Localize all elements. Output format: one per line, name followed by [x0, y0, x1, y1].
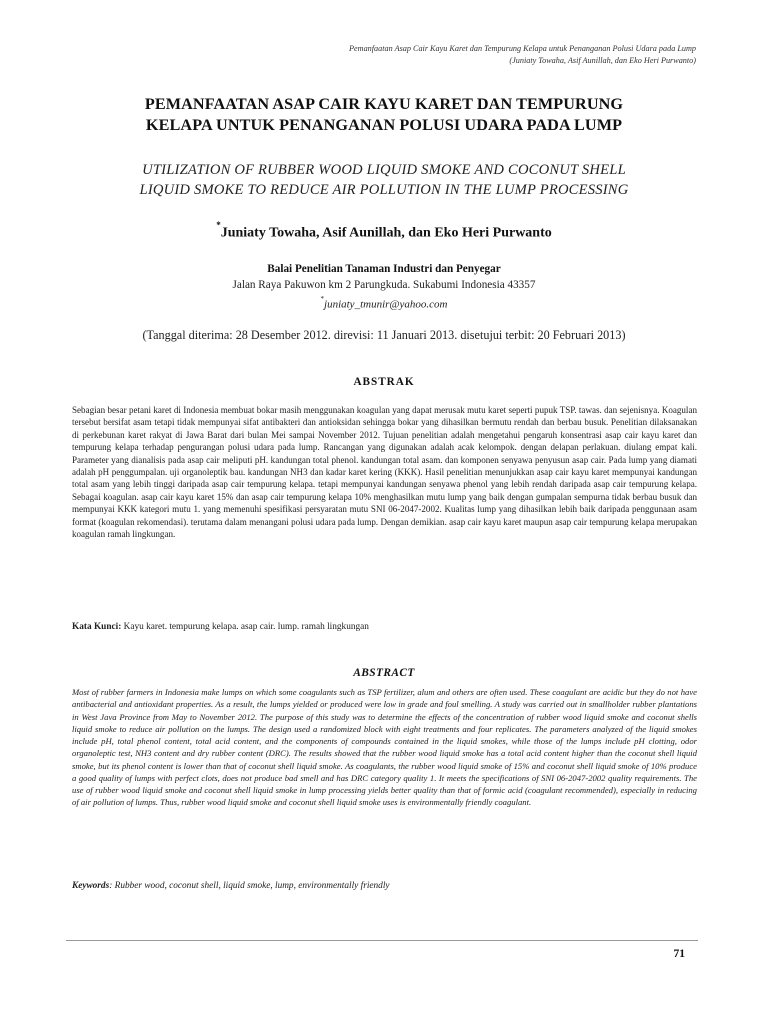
running-head-authors: (Juniaty Towaha, Asif Aunillah, dan Eko Heri Purwanto): [509, 55, 696, 65]
author-list: [70, 218, 698, 244]
author-names: Juniaty Towaha, Asif Aunillah, dan Eko Heri Purwanto: [220, 225, 552, 241]
article-title: [70, 94, 698, 136]
page-number: 71: [673, 948, 685, 960]
institution-address: Jalan Raya Pakuwon km 2 Parungkuda. Sukabumi Indonesia 43357: [232, 279, 536, 291]
running-head: [196, 43, 696, 66]
email-marker: *: [320, 295, 325, 303]
email-address[interactable]: juniaty_tmunir@yahoo.com: [324, 298, 448, 311]
keywords: [72, 880, 697, 893]
kata-kunci: [72, 621, 697, 634]
kata-kunci-text: Kayu karet. tempurung kelapa. asap cair. lump. ramah lingkungan: [123, 622, 369, 632]
abstract-text: Most of rubber farmers in Indonesia make lumps on which some coagulants such as TSP fertilizer, alum and others are often used. These coagulant are acidic but they do not have antibacterial and antioxidant properties. As a result, the lumps yielded or produced were low in grade and foul smelling. A study was carried out in smallholder rubber plantations in West Java Province from May to November 2012. The purpose of this study was to determine the effects of the concentration of rubber wood liquid smoke and coconut shells liquid smoke to reduce air pollution on the lumps. The design used a randomized block with eight treatments and four replicates. The parameters analyzed of the liquid smokes include pH, total phenol content, total acid content, and the components of compounds contained in the liquid smokes, while those of the lumps include pH clotting, odor organoleptic test, NH3 content and dry rubber content (DRC). The results showed that the rubber wood liquid smoke has a total acid content higher than the coconut shell liquid smoke, but its phenol content is lower than that of coconut shell liquid smoke. As coagulants, the rubber wood liquid smoke of 15% and coconut shell liquid smoke of 10% produce a good quality of lumps with perfect clots, does not produce bad smell and has DRC category quality 1. It meets the specifications of SNI 06-2047-2002 quality requirements. The use of rubber wood liquid smoke and coconut shell liquid smoke in lump processing yields better quality than that of formic acid (coagulant recommended), especially in reducing of air pollution of lumps. Thus, rubber wood liquid smoke and coconut shell liquid smoke uses is environmentally friendly coagulant.: [72, 687, 697, 808]
article-title-english-line-1: UTILIZATION OF RUBBER WOOD LIQUID SMOKE AND COCONUT SHELL: [142, 162, 626, 178]
keywords-label: Keywords: [72, 881, 110, 891]
running-head-title: Pemanfaatan Asap Cair Kayu Karet dan Tempurung Kelapa untuk Penanganan Polusi Udara pada Lump: [349, 44, 696, 53]
keywords-separator: :: [109, 881, 113, 891]
author-email: [70, 293, 698, 313]
abstrak-heading: ABSTRAK: [353, 376, 415, 388]
corresponding-author-marker: *: [216, 220, 221, 230]
article-title-english-line-2: LIQUID SMOKE TO REDUCE AIR POLLUTION IN THE LUMP PROCESSING: [139, 182, 629, 198]
abstrak-text: Sebagian besar petani karet di Indonesia membuat bokar masih menggunakan koagulan yang dapat merusak mutu karet seperti pupuk TSP. tawas. dan sejenisnya. Koagulan tersebut bersifat asam tetapi tidak mempunyai sifat antibakteri dan antioksidan sehingga bokar yang dihasilkan bermutu rendah dan berbau busuk. Penelitian dilaksanakan di perkebunan karet rakyat di Jawa Barat dari bulan Mei sampai November 2012. Tujuan penelitian adalah mengetahui pengaruh konsentrasi asap cair kayu karet dan tempurung kelapa terhadap pengurangan polusi udara pada lump. Rancangan yang digunakan adalah acak kelompok. dengan delapan perlakuan. diulang empat kali. Parameter yang dianalisis pada asap cair meliputi pH. kandungan total phenol. kandungan total asam. dan komponen senyawa penyusun asap cair. Pada lump yang diamati adalah pH penggumpalan. uji organoleptik bau. kandungan NH3 dan kadar karet kering (KKK). Hasil penelitian menunjukkan asap cair kayu karet mempunyai kandungan total asam yang lebih tinggi daripada asap cair tempurung kelapa. tetapi mempunyai kandungan senyawa phenol yang lebih rendah daripada asap cair tempurung kelapa. Sebagai koagulan. asap cair kayu karet 15% dan asap cair tempurung kelapa 10% menghasilkan mutu lump yang baik dengan gumpalan sempurna tidak berbau busuk dan mempunyai KKK kategori mutu 1. yang memenuhi spesifikasi persyaratan mutu SNI 06-2047-2002. Kualitas lump yang dihasilkan lebih baik daripada penggunaan asam format (koagulan rekomendasi). terutama dalam menangani polusi udara pada lump. Dengan demikian. asap cair kayu karet maupun asap cair tempurung kelapa merupakan koagulan ramah lingkungan.: [72, 405, 697, 540]
keywords-text: Rubber wood, coconut shell, liquid smoke, lump, environmentally friendly: [114, 881, 390, 891]
abstract-heading: ABSTRACT: [353, 667, 415, 679]
footer-divider: [66, 940, 698, 941]
article-title-line-1: PEMANFAATAN ASAP CAIR KAYU KARET DAN TEMPURUNG: [144, 95, 624, 113]
institution-name: Balai Penelitian Tanaman Industri dan Penyegar: [267, 263, 501, 275]
submission-dates: (Tanggal diterima: 28 Desember 2012. direvisi: 11 Januari 2013. disetujui terbit: 20 Februari 2013): [142, 328, 626, 342]
article-title-english: [70, 160, 698, 200]
article-title-line-2: KELAPA UNTUK PENANGANAN POLUSI UDARA PADA LUMP: [145, 116, 623, 134]
kata-kunci-label: Kata Kunci:: [72, 622, 122, 632]
